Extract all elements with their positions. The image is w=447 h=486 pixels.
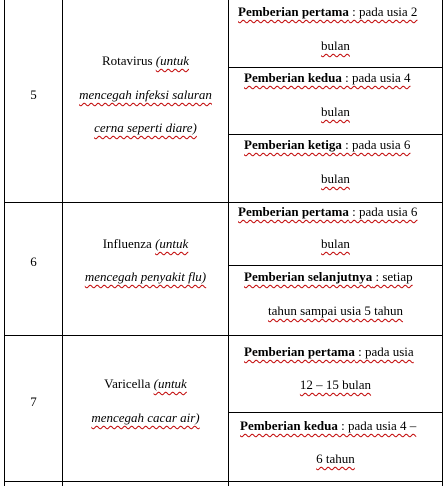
schedule-detail: : pada usia 6	[341, 137, 411, 152]
schedule-line	[238, 204, 417, 220]
schedule-line2: bulan	[321, 104, 350, 119]
schedule-title: Pemberian pertama	[244, 344, 355, 359]
row-number: 7	[30, 394, 37, 409]
schedule-line2: bulan	[321, 38, 350, 53]
row-divider	[4, 202, 443, 203]
schedule-title: Pemberian kedua	[244, 70, 342, 85]
vaccine-name: Influenza	[102, 236, 152, 251]
vaccine-name: Varicella	[104, 376, 151, 391]
schedule-title: Pemberian pertama	[238, 4, 349, 19]
schedule-line	[240, 418, 416, 434]
vaccine-desc-line: mencegah penyakit flu)	[84, 269, 207, 284]
vaccine-name: Rotavirus	[101, 53, 153, 68]
schedule-line2: tahun sampai usia 5 tahun	[267, 303, 404, 318]
schedule-detail: : pada usia 6	[348, 204, 418, 219]
vaccine-desc-line: mencegah cacar air)	[91, 410, 200, 425]
schedule-detail: : pada usia 4 –	[337, 418, 417, 433]
vaccine-desc-open: (untuk	[155, 236, 189, 251]
schedule-title: Pemberian pertama	[238, 204, 349, 219]
table-border-left	[4, 0, 5, 486]
schedule-line	[244, 344, 414, 360]
schedule-line2: 12 – 15 bulan	[299, 377, 372, 392]
schedule-line2: 6 tahun	[316, 451, 355, 466]
schedule-title: Pemberian ketiga	[244, 137, 342, 152]
schedule-line	[244, 269, 413, 285]
vaccine-desc-line: cerna seperti diare)	[94, 120, 197, 135]
schedule-detail: : setiap	[372, 269, 413, 284]
schedule-line	[244, 70, 410, 86]
table-border-bottom	[4, 481, 443, 482]
row-number: 5	[30, 87, 37, 102]
schedule-divider	[228, 67, 443, 68]
schedule-line2: bulan	[321, 171, 350, 186]
schedule-detail: : pada usia	[354, 344, 414, 359]
row-number: 6	[30, 254, 37, 269]
schedule-title: Pemberian selanjutnya	[244, 269, 373, 284]
table-border-right	[442, 0, 443, 486]
schedule-divider	[228, 412, 443, 413]
schedule-divider	[228, 134, 443, 135]
vaccine-name-line	[63, 236, 228, 252]
vaccine-desc-line: mencegah infeksi saluran	[79, 87, 212, 102]
row-divider	[4, 335, 443, 336]
vaccine-desc-open: (untuk	[155, 53, 190, 68]
schedule-divider	[228, 265, 443, 266]
vaccine-desc-open: (untuk	[153, 376, 187, 391]
schedule-title: Pemberian kedua	[240, 418, 338, 433]
schedule-line	[238, 4, 417, 20]
vaccine-name-line	[63, 53, 228, 69]
schedule-line	[244, 137, 410, 153]
schedule-detail: : pada usia 2	[348, 4, 418, 19]
schedule-detail: : pada usia 4	[341, 70, 411, 85]
schedule-line2: bulan	[321, 236, 350, 251]
vaccine-name-line	[63, 376, 228, 392]
